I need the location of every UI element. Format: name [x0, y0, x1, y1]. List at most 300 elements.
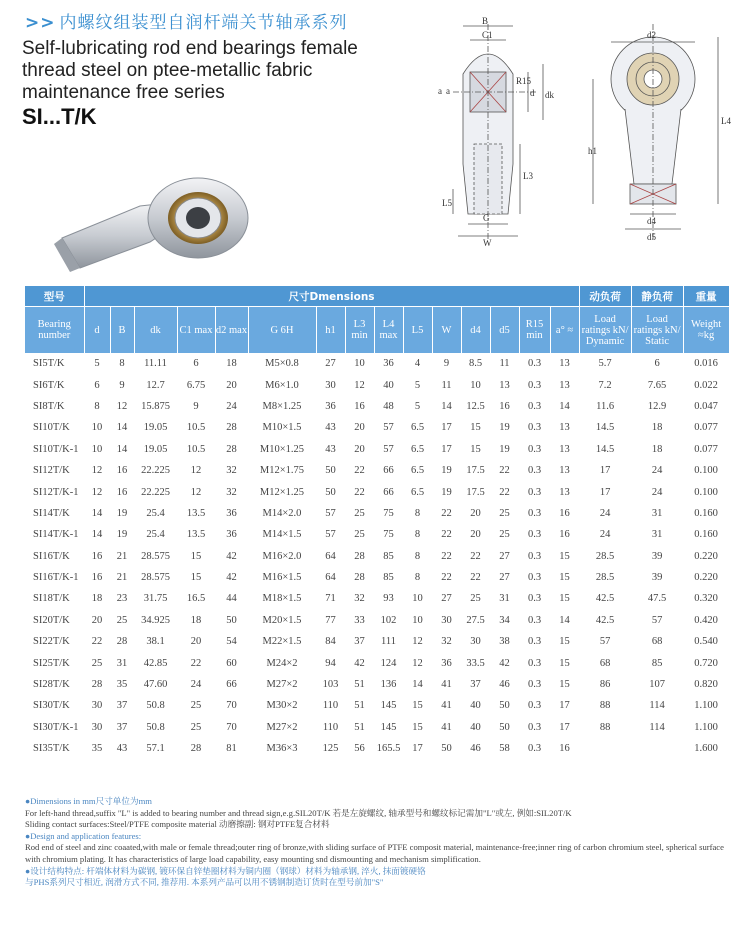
table-cell: 71: [325, 593, 336, 605]
table-cell: 30: [91, 700, 103, 712]
column-header: W: [432, 307, 461, 354]
table-cell: 25.4: [146, 529, 165, 541]
label-W: W: [483, 238, 492, 248]
table-cell: 60: [226, 657, 237, 669]
table-cell: 37: [116, 721, 128, 733]
header-static-load: 静负荷: [631, 286, 683, 307]
label-a1: a: [438, 86, 442, 96]
arrows-icon: >>: [25, 13, 56, 33]
table-cell: 11.11: [144, 358, 167, 370]
table-cell: 18: [91, 593, 103, 605]
table-cell: 0.3: [527, 614, 542, 626]
table-cell: 0.160: [694, 507, 718, 519]
table-cell: 70: [226, 721, 237, 733]
table-row: [25, 460, 729, 481]
table-cell: 32: [354, 593, 365, 605]
table-cell: 11: [499, 358, 510, 370]
table-cell: 0.3: [527, 443, 542, 455]
table-cell: 14: [559, 614, 570, 626]
table-cell: 13.5: [186, 507, 206, 519]
table-cell: 12.7: [146, 379, 165, 391]
table-cell: 19: [116, 529, 128, 541]
table-cell: 5: [414, 379, 421, 391]
table-row: [25, 738, 729, 759]
table-cell: 5: [94, 358, 100, 370]
table-cell: 54: [226, 636, 237, 648]
table-cell: 34.925: [141, 614, 170, 626]
table-cell: M8×1.25: [262, 400, 302, 412]
table-cell: 12: [354, 379, 365, 391]
table-cell: 17: [412, 743, 423, 755]
table-cell: 16: [116, 486, 128, 498]
table-cell: 145: [380, 721, 397, 733]
table-cell: 10: [470, 379, 481, 391]
table-cell: 30: [325, 379, 336, 391]
table-cell: 28.575: [141, 572, 170, 584]
table-cell: 50.8: [146, 721, 165, 733]
table-cell: M10×1.5: [262, 422, 302, 434]
table-cell: 12: [91, 486, 103, 498]
table-cell: 16: [354, 400, 365, 412]
table-cell: 24: [190, 679, 202, 691]
table-cell: 6: [193, 358, 199, 370]
table-cell: 27: [325, 358, 336, 370]
notes-section: [25, 796, 735, 889]
table-cell: 42.5: [595, 593, 615, 605]
table-cell: 40: [383, 379, 394, 391]
table-cell: 9: [193, 400, 199, 412]
table-cell: 22: [499, 486, 510, 498]
table-row: [25, 417, 729, 438]
table-cell: 13: [559, 358, 570, 370]
table-cell: 114: [649, 700, 665, 712]
header-dimensions: 尺寸Dmensions: [84, 286, 579, 307]
table-cell: 50.8: [146, 700, 165, 712]
header-dynamic-load: 动负荷: [579, 286, 631, 307]
note-design-body: Rod end of steel and zinc coaated,with male or female thread;outer ring of bronze,with sliding surface of PTFE composit material, maintenance-free;inner ring of carbon chromium steel, spherical surface with chromium plating. It has characteristics of large load capability, easy mounting snd dismounting and mechanism simplification.: [25, 842, 724, 864]
specification-table: [25, 286, 730, 759]
table-cell: 36: [226, 507, 237, 519]
table-row: [25, 695, 729, 716]
table-cell: 44: [226, 593, 237, 605]
table-cell: 41: [441, 721, 452, 733]
table-cell: 41: [441, 679, 452, 691]
table-cell: 38.1: [146, 636, 165, 648]
table-cell: 57: [651, 614, 663, 626]
column-header: d4: [461, 307, 490, 354]
table-cell: 42.85: [143, 657, 168, 669]
column-header: Bearing number: [25, 307, 84, 354]
table-cell: 8: [119, 358, 125, 370]
table-cell: 16: [91, 572, 103, 584]
table-cell: 19: [441, 465, 452, 477]
table-cell: 136: [380, 679, 397, 691]
table-cell: 6.5: [410, 465, 425, 477]
column-header: B: [110, 307, 134, 354]
table-cell: 15: [559, 657, 570, 669]
table-cell: 43: [325, 443, 336, 455]
bearing-number-cell: SI20T/K: [33, 614, 70, 626]
table-cell: 0.3: [527, 636, 542, 648]
table-cell: 66: [226, 679, 237, 691]
label-G: G: [483, 213, 490, 223]
table-cell: 31: [651, 529, 663, 541]
table-cell: 19.05: [143, 443, 168, 455]
table-cell: 66: [383, 486, 394, 498]
table-cell: 1.100: [694, 700, 718, 712]
table-cell: 20: [190, 636, 202, 648]
english-title-line: Self-lubricating rod end bearings female: [22, 38, 358, 59]
table-row: [25, 546, 729, 567]
table-cell: 38: [499, 636, 510, 648]
table-cell: 28: [91, 679, 103, 691]
table-cell: 58: [499, 743, 510, 755]
table-cell: 93: [383, 593, 394, 605]
table-cell: 7.65: [647, 379, 667, 391]
table-cell: 16.5: [186, 593, 206, 605]
column-header: Weight ≈kg: [683, 307, 729, 354]
table-cell: 46: [470, 743, 481, 755]
table-cell: 14: [91, 507, 103, 519]
table-cell: 14: [412, 679, 423, 691]
table-cell: 51: [354, 679, 365, 691]
table-cell: 37: [116, 700, 128, 712]
label-L4: L4: [721, 116, 731, 126]
table-cell: 15: [412, 721, 423, 733]
note-dimensions: ●Dimensions in mm尺寸单位为mm: [25, 796, 152, 806]
table-cell: 0.3: [527, 679, 542, 691]
table-cell: 10: [91, 443, 103, 455]
table-cell: 28: [354, 572, 365, 584]
table-cell: 15: [412, 700, 423, 712]
table-cell: 25: [499, 507, 510, 519]
table-cell: 25: [190, 700, 202, 712]
table-cell: 57: [325, 529, 336, 541]
table-cell: M10×1.25: [259, 443, 305, 455]
bearing-number-cell: SI16T/K: [33, 550, 70, 562]
table-row: [25, 588, 729, 609]
table-cell: 66: [383, 465, 394, 477]
table-cell: 22: [470, 550, 481, 562]
table-cell: 27.5: [466, 614, 485, 626]
table-cell: 14.5: [595, 422, 615, 434]
table-cell: 10: [91, 422, 103, 434]
table-cell: 12: [91, 465, 103, 477]
table-cell: 18: [651, 422, 663, 434]
label-d2: d2: [647, 30, 656, 40]
table-cell: 16: [559, 743, 570, 755]
table-cell: 42.5: [595, 614, 615, 626]
table-cell: 50: [226, 614, 237, 626]
table-cell: 22: [499, 465, 510, 477]
table-cell: 0.160: [694, 529, 718, 541]
column-header: d5: [490, 307, 519, 354]
table-cell: 24: [651, 465, 663, 477]
table-cell: 0.3: [527, 743, 542, 755]
table-cell: M12×1.25: [259, 486, 305, 498]
table-body: [25, 353, 729, 759]
label-L5: L5: [442, 198, 452, 208]
table-cell: 30: [470, 636, 481, 648]
table-cell: M16×2.0: [262, 550, 302, 562]
table-cell: M24×2: [266, 657, 298, 669]
bearing-number-cell: SI12T/K: [33, 465, 70, 477]
table-cell: 85: [651, 657, 663, 669]
table-cell: 17.5: [466, 465, 485, 477]
table-cell: 88: [599, 700, 611, 712]
table-cell: 39: [651, 572, 663, 584]
table-cell: 25: [470, 593, 481, 605]
table-cell: M27×2: [266, 721, 298, 733]
bearing-number-cell: SI12T/K-1: [33, 486, 79, 498]
table-cell: 22: [354, 465, 365, 477]
table-cell: 13: [499, 379, 510, 391]
table-cell: 43: [325, 422, 336, 434]
table-cell: 11: [441, 379, 452, 391]
column-header: dk: [134, 307, 177, 354]
table-cell: M14×1.5: [262, 529, 302, 541]
table-cell: 13: [559, 486, 570, 498]
table-cell: 35: [116, 679, 128, 691]
table-cell: 47.5: [647, 593, 667, 605]
table-cell: 16: [499, 400, 510, 412]
table-cell: 86: [599, 679, 611, 691]
table-row: [25, 374, 729, 395]
table-cell: 27: [499, 572, 510, 584]
table-cell: 34: [499, 614, 510, 626]
label-C1: C1: [482, 30, 493, 40]
table-cell: M30×2: [266, 700, 298, 712]
table-cell: 0.3: [527, 507, 542, 519]
table-cell: 19.05: [143, 422, 168, 434]
table-cell: 22: [470, 572, 481, 584]
table-cell: 18: [226, 358, 237, 370]
table-cell: 0.3: [527, 358, 542, 370]
table-cell: M16×1.5: [262, 572, 302, 584]
column-header: C1 max: [177, 307, 215, 354]
bearing-number-cell: SI14T/K: [33, 507, 70, 519]
table-cell: 25: [116, 614, 128, 626]
note-sliding: Sliding contact surfaces:Steel/PTFE composite material 动磨擦副: 钢对PTFE复合材料: [25, 819, 330, 830]
table-cell: 42: [499, 657, 510, 669]
table-cell: 42: [226, 550, 237, 562]
table-cell: 15: [190, 550, 202, 562]
table-cell: 51: [354, 721, 365, 733]
table-cell: 0.016: [694, 358, 718, 370]
table-cell: 22: [441, 572, 452, 584]
label-L3: L3: [523, 171, 533, 181]
table-cell: 14: [559, 400, 570, 412]
table-cell: [579, 738, 631, 759]
table-cell: 0.3: [527, 550, 542, 562]
table-row: [25, 717, 729, 738]
table-cell: 15: [559, 636, 570, 648]
table-cell: 27: [441, 593, 452, 605]
bearing-number-cell: SI28T/K: [33, 679, 70, 691]
table-cell: 70: [226, 700, 237, 712]
table-cell: 17: [599, 465, 611, 477]
column-header: d2 max: [215, 307, 248, 354]
table-cell: 0.3: [527, 700, 542, 712]
table-cell: 36: [325, 400, 336, 412]
table-cell: 16: [559, 507, 570, 519]
table-cell: 85: [383, 550, 394, 562]
table-cell: 94: [325, 657, 336, 669]
table-cell: M6×1.0: [265, 379, 299, 391]
table-cell: 11.6: [596, 400, 615, 412]
english-title-line: thread steel on ptee-metallic fabric: [22, 60, 313, 81]
note-cn-features: ●设计结构特点: 杆端体材料为碳钢, 镀环保自锌垫圈材料为铜内圈（钢球）材料为轴承钢, 淬火, 抹面镀硬铬: [25, 865, 426, 876]
table-cell: 0.3: [527, 721, 542, 733]
table-cell: 7.2: [598, 379, 612, 391]
english-title: [22, 38, 358, 104]
table-cell: 0.3: [527, 465, 542, 477]
table-cell: 40: [470, 700, 481, 712]
table-cell: 14: [441, 400, 452, 412]
table-cell: 20: [226, 379, 237, 391]
bearing-number-cell: SI8T/K: [33, 400, 65, 412]
english-title-line: maintenance free series: [22, 82, 225, 103]
table-cell: 6.5: [410, 443, 425, 455]
column-header: R15 min: [519, 307, 550, 354]
table-cell: 25: [499, 529, 510, 541]
label-d: d: [530, 88, 535, 98]
table-cell: 0.320: [694, 593, 718, 605]
table-cell: 16: [559, 529, 570, 541]
table-cell: 28.5: [595, 572, 615, 584]
table-cell: 84: [325, 636, 336, 648]
column-header-row: [25, 307, 729, 354]
table-cell: 10: [412, 593, 423, 605]
bearing-number-cell: SI22T/K: [33, 636, 70, 648]
table-cell: 0.100: [694, 486, 718, 498]
table-cell: 37: [354, 636, 365, 648]
bearing-number-cell: SI30T/K-1: [33, 721, 79, 733]
table-cell: 124: [380, 657, 397, 669]
table-cell: 33.5: [466, 657, 485, 669]
table-cell: 20: [470, 529, 481, 541]
note-left-hand: For left-hand thread,suffix "L" is added to bearing number and thread sign,e.g.SIL20T/K 若是左旋螺纹, 轴承型号和螺纹标记需加"L"或左, 例如:SIL20T/K: [25, 807, 572, 818]
table-cell: 31: [651, 507, 663, 519]
table-cell: 25: [190, 721, 202, 733]
table-cell: 33: [354, 614, 365, 626]
table-cell: M27×2: [266, 679, 298, 691]
table-cell: 57.1: [146, 743, 165, 755]
table-cell: M20×1.5: [262, 614, 302, 626]
table-cell: 19: [499, 422, 510, 434]
table-cell: 5: [414, 400, 421, 412]
column-header: h1: [316, 307, 345, 354]
table-cell: 36: [383, 358, 394, 370]
table-cell: 32: [226, 486, 237, 498]
table-cell: 102: [380, 614, 397, 626]
table-cell: 114: [649, 721, 665, 733]
technical-drawing: [428, 14, 738, 250]
table-cell: 27: [499, 550, 510, 562]
table-cell: 18: [651, 443, 663, 455]
table-cell: 36: [226, 529, 237, 541]
table-cell: 17: [559, 721, 570, 733]
table-cell: 15: [559, 679, 570, 691]
table-cell: 0.3: [527, 422, 542, 434]
column-header: L5: [403, 307, 432, 354]
table-cell: 28: [226, 422, 237, 434]
table-cell: 10: [412, 614, 423, 626]
table-cell: 28: [354, 550, 365, 562]
table-cell: 17: [441, 443, 452, 455]
table-cell: 50: [325, 465, 336, 477]
column-header: Load ratings kN/ Dynamic: [579, 307, 631, 354]
table-cell: 22: [441, 550, 452, 562]
table-cell: 39: [651, 550, 663, 562]
table-cell: M22×1.5: [262, 636, 302, 648]
table-cell: 8: [94, 400, 100, 412]
table-cell: 17: [599, 486, 611, 498]
table-cell: 22: [91, 636, 103, 648]
table-cell: 64: [325, 572, 336, 584]
table-cell: 31: [116, 657, 128, 669]
table-cell: 23: [116, 593, 128, 605]
table-cell: 12: [190, 486, 202, 498]
table-cell: 28: [226, 443, 237, 455]
table-cell: 19: [441, 486, 452, 498]
table-cell: 19: [499, 443, 510, 455]
table-cell: 32: [226, 465, 237, 477]
column-header: L4 max: [374, 307, 403, 354]
bearing-number-cell: SI25T/K: [33, 657, 70, 669]
table-cell: 13: [559, 422, 570, 434]
table-cell: 165.5: [376, 743, 401, 755]
label-h1: h1: [588, 146, 597, 156]
table-cell: 6.5: [410, 486, 425, 498]
table-row: [25, 652, 729, 673]
table-cell: 47.60: [143, 679, 168, 691]
table-cell: 16: [91, 550, 103, 562]
column-header: G 6H: [248, 307, 316, 354]
table-cell: 0.420: [694, 614, 718, 626]
table-cell: 50: [499, 700, 510, 712]
table-cell: 16: [116, 465, 128, 477]
table-cell: 14: [116, 443, 128, 455]
table-cell: 145: [380, 700, 397, 712]
table-cell: 64: [325, 550, 336, 562]
table-cell: 77: [325, 614, 336, 626]
table-cell: 0.3: [527, 572, 542, 584]
series-code: SI...T/K: [22, 104, 97, 129]
table-cell: 41: [441, 700, 452, 712]
table-cell: 68: [599, 657, 611, 669]
table-cell: 110: [322, 721, 339, 733]
table-cell: 25: [91, 657, 103, 669]
table-cell: 0.047: [694, 400, 718, 412]
table-cell: 31: [499, 593, 510, 605]
table-cell: 40: [470, 721, 481, 733]
table-cell: 31.75: [143, 593, 168, 605]
table-cell: 6: [654, 358, 660, 370]
table-cell: 10.5: [186, 443, 206, 455]
table-cell: M12×1.75: [259, 465, 305, 477]
note-cn-compare: 与PHS系列尺寸相近, 润滑方式不同, 推荐用. 本系列产品可以用不锈钢制造订货时在型号前加"S": [25, 877, 384, 888]
table-cell: 5.7: [598, 358, 612, 370]
table-cell: 88: [599, 721, 611, 733]
table-cell: 13: [559, 465, 570, 477]
table-row: [25, 396, 729, 417]
table-cell: 20: [354, 422, 365, 434]
table-cell: 6: [94, 379, 100, 391]
label-d4: d4: [647, 216, 656, 226]
table-cell: 0.100: [694, 465, 718, 477]
table-cell: 0.3: [527, 400, 542, 412]
